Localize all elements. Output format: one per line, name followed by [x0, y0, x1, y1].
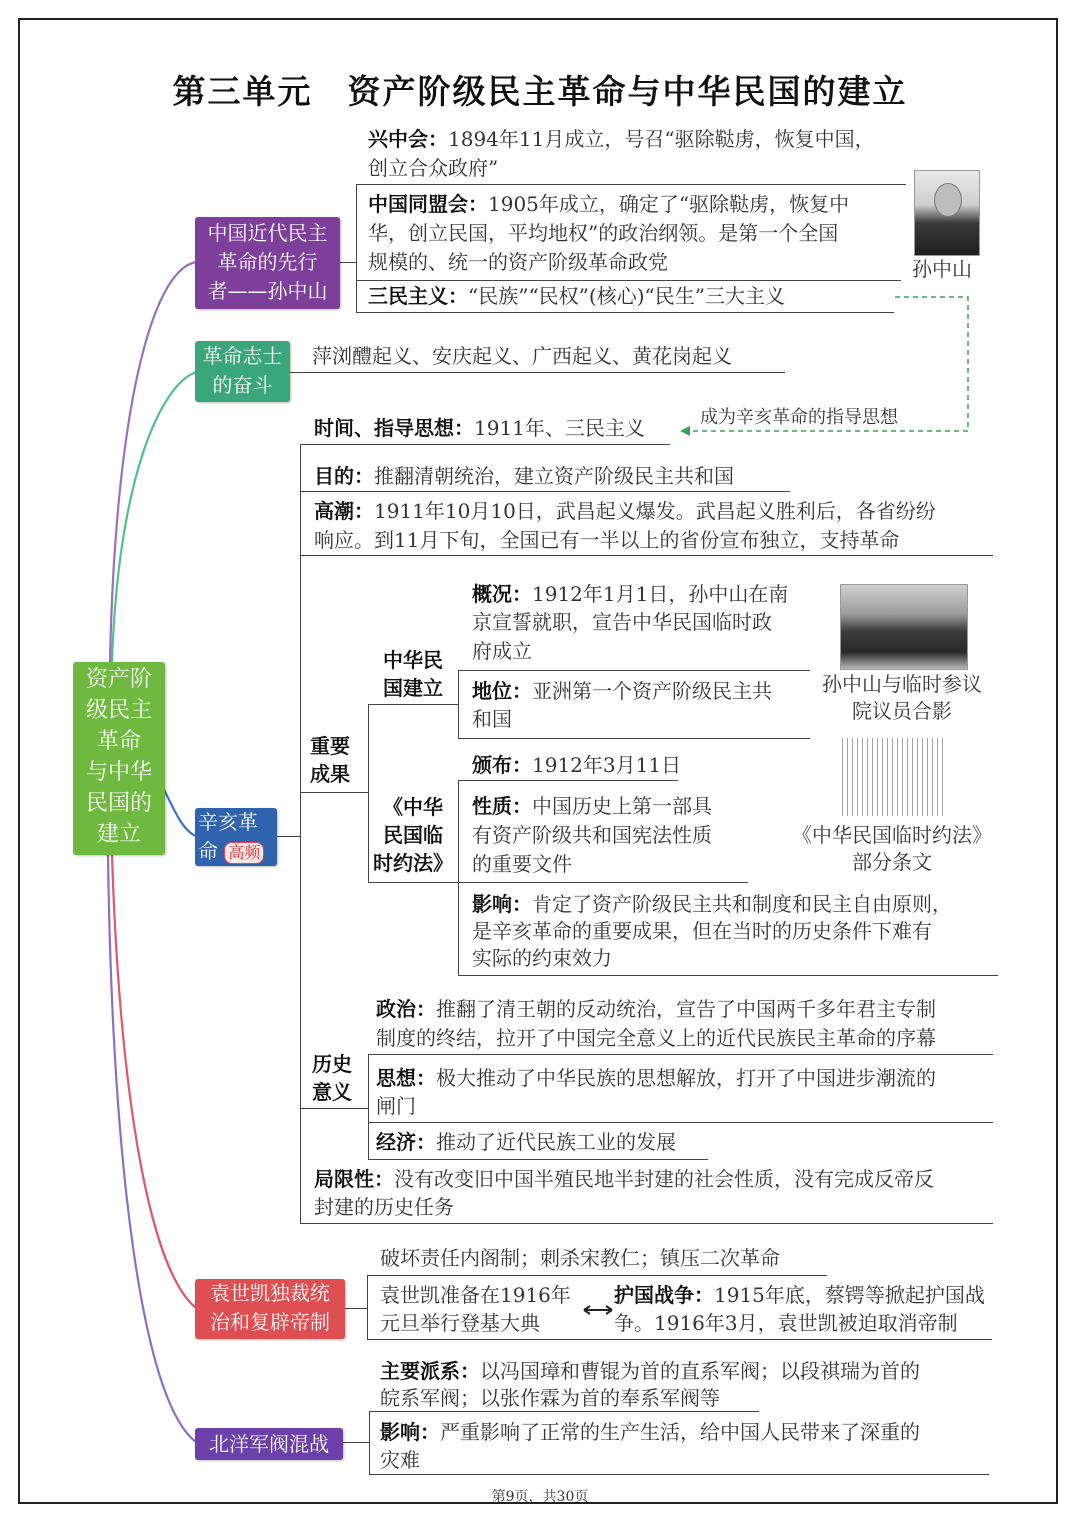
yuan-actions-line: 破坏责任内阁制；刺杀宋教仁；镇压二次革命 — [380, 1246, 780, 1270]
rule — [458, 780, 678, 781]
connector-sec1 — [340, 262, 356, 263]
rule — [369, 1411, 759, 1412]
enthronement-line2: 元旦举行登基大典 — [380, 1311, 540, 1335]
national-protection-war-line1: 护国战争：1915年底，蔡锷等掀起护国战 — [614, 1283, 985, 1307]
rule — [368, 882, 458, 883]
connector-sec3 — [277, 836, 300, 837]
bracket-sec1 — [356, 184, 357, 312]
rule — [356, 184, 906, 185]
rule — [367, 1339, 992, 1340]
connector-sec5 — [343, 1442, 369, 1443]
achievements-label: 重要 成果 — [310, 734, 350, 786]
rule — [368, 1054, 993, 1055]
overview-line2: 京宣誓就职，宣告中华民国临时政 — [472, 610, 772, 634]
influence-line3: 实际的约束效力 — [472, 946, 612, 970]
guide-note: 成为辛亥革命的指导思想 — [700, 407, 898, 428]
bracket-constitution — [458, 780, 459, 975]
climax-line2: 响应。到11月下旬，全国已有一半以上的省份宣布独立，支持革命 — [314, 528, 900, 552]
root-node[interactable]: 资产阶 级民主 革命 与中华 民国的 建立 — [73, 662, 165, 855]
bracket-achievements — [368, 704, 369, 882]
nature-line3: 的重要文件 — [472, 852, 572, 876]
overview-line3: 府成立 — [472, 639, 532, 663]
political-line1: 政治：推翻了清王朝的反动统治，宣告了中国两千多年君主专制 — [376, 997, 936, 1021]
constitution-caption: 《中华民国临时约法》 部分条文 — [792, 823, 992, 874]
provisional-constitution-label: 《中华 民国临 时约法》 — [373, 795, 453, 875]
guide-arrow-head — [680, 426, 690, 436]
nature-line1: 性质：中国历史上第一部具 — [472, 794, 712, 818]
rule — [300, 1223, 993, 1224]
sun-yatsen-caption: 孙中山 — [912, 257, 972, 281]
factions-line1: 主要派系：以冯国璋和曹锟为首的直系军阀；以段祺瑞为首的 — [380, 1359, 920, 1383]
sun-yatsen-photo — [914, 170, 980, 256]
promulgation-line: 颁布：1912年3月11日 — [472, 753, 682, 777]
historical-significance-label: 历史 意义 — [312, 1052, 352, 1104]
rule — [300, 555, 993, 556]
purpose-line: 目的：推翻清朝统治，建立资产阶级民主共和国 — [314, 464, 734, 488]
national-protection-war-line2: 争。1916年3月，袁世凯被迫取消帝制 — [614, 1311, 958, 1335]
rule — [300, 444, 670, 445]
status-line2: 和国 — [472, 707, 512, 731]
senate-photo-caption: 孙中山与临时参议 院议员合影 — [822, 672, 982, 723]
rule — [369, 1474, 989, 1475]
sanmin-line: 三民主义：“民族”“民权”(核心)“民生”三大主义 — [368, 284, 785, 308]
economy-line: 经济：推动了近代民族工业的发展 — [376, 1130, 676, 1154]
influence-line2: 是辛亥革命的重要成果，但在当时的历史条件下难有 — [472, 919, 932, 943]
constitution-document-image — [838, 738, 946, 816]
enthronement-line1: 袁世凯准备在1916年 — [380, 1283, 571, 1307]
node-sun-yatsen[interactable]: 中国近代民主 革命的先行 者——孙中山 — [195, 217, 340, 309]
bracket-sec3 — [300, 444, 301, 1224]
branch-yuan — [112, 855, 196, 1308]
rule — [356, 280, 901, 281]
rule — [458, 670, 810, 671]
tongmenghui-line2: 华，创立民国，平均地权”的政治纲领。是第一个全国 — [368, 221, 839, 245]
tongmenghui-line3: 规模的、统一的资产阶级革命政党 — [368, 250, 668, 274]
rule — [300, 792, 368, 793]
roc-founding-label: 中华民 国建立 — [383, 648, 443, 700]
political-line2: 制度的终结，拉开了中国完全意义上的近代民族民主革命的序幕 — [376, 1026, 936, 1050]
high-frequency-badge: 高频 — [224, 842, 264, 864]
limitation-line2: 封建的历史任务 — [314, 1195, 454, 1219]
branch-beiyang — [108, 855, 196, 1442]
rule — [300, 491, 790, 492]
double-arrow — [584, 1306, 612, 1314]
bracket-sec5 — [369, 1411, 370, 1474]
rule — [290, 372, 785, 373]
bracket-significance — [368, 1054, 369, 1159]
limitation-line1: 局限性：没有改变旧中国半殖民地半封建的社会性质，没有完成反帝反 — [314, 1167, 934, 1191]
node-xinhai[interactable]: 辛亥革 命 高频 — [195, 808, 277, 866]
rule — [368, 704, 458, 705]
node-yuan-shikai[interactable]: 袁世凯独裁统 治和复辟帝制 — [195, 1279, 345, 1339]
status-line1: 地位：亚洲第一个资产阶级民主共 — [472, 679, 772, 703]
rule — [300, 1108, 368, 1109]
rule — [458, 882, 748, 883]
factions-line2: 皖系军阀；以张作霖为首的奉系军阀等 — [380, 1386, 720, 1410]
branch-sun-yatsen — [110, 262, 196, 662]
ideology-line1: 思想：极大推动了中华民族的思想解放，打开了中国进步潮流的 — [376, 1066, 936, 1090]
node-beiyang-warlords[interactable]: 北洋军阀混战 — [195, 1428, 343, 1460]
overview-line1: 概况：1912年1月1日，孙中山在南 — [472, 582, 789, 606]
bracket-roc — [458, 670, 459, 738]
connector-sec4 — [345, 1308, 367, 1309]
xingzhonghui-line1: 兴中会：1894年11月成立，号召“驱除鞑虏，恢复中国， — [368, 127, 875, 151]
rule — [458, 738, 810, 739]
bracket-sec4 — [367, 1275, 368, 1339]
page-title: 第三单元 资产阶级民主革命与中华民国的建立 — [172, 72, 908, 111]
time-ideology-line: 时间、指导思想：1911年、三民主义 — [314, 416, 645, 440]
influence-line1: 影响：肯定了资产阶级民主共和制度和民主自由原则， — [472, 892, 952, 916]
nature-line2: 有资产阶级共和国宪法性质 — [472, 823, 712, 847]
rule — [458, 975, 998, 976]
tongmenghui-line1: 中国同盟会：1905年成立，确定了“驱除鞑虏，恢复中 — [368, 192, 850, 216]
warlord-influence-line2: 灾难 — [380, 1448, 420, 1472]
branch-fighters — [112, 372, 196, 662]
climax-line1: 高潮：1911年10月10日，武昌起义爆发。武昌起义胜利后，各省纷纷 — [314, 499, 936, 523]
warlord-influence-line1: 影响：严重影响了正常的生产生活，给中国人民带来了深重的 — [380, 1420, 920, 1444]
page-footer: 第9页，共30页 — [491, 1489, 589, 1505]
uprisings-text: 萍浏醴起义、安庆起义、广西起义、黄花岗起义 — [312, 344, 732, 368]
ideology-line2: 闸门 — [376, 1094, 416, 1118]
rule — [368, 1159, 708, 1160]
rule — [368, 1122, 993, 1123]
rule — [356, 312, 894, 313]
rule — [367, 1275, 827, 1276]
senate-group-photo — [840, 584, 968, 670]
xingzhonghui-line2: 创立合众政府” — [368, 156, 499, 180]
node-fighters[interactable]: 革命志士 的奋斗 — [195, 341, 290, 402]
